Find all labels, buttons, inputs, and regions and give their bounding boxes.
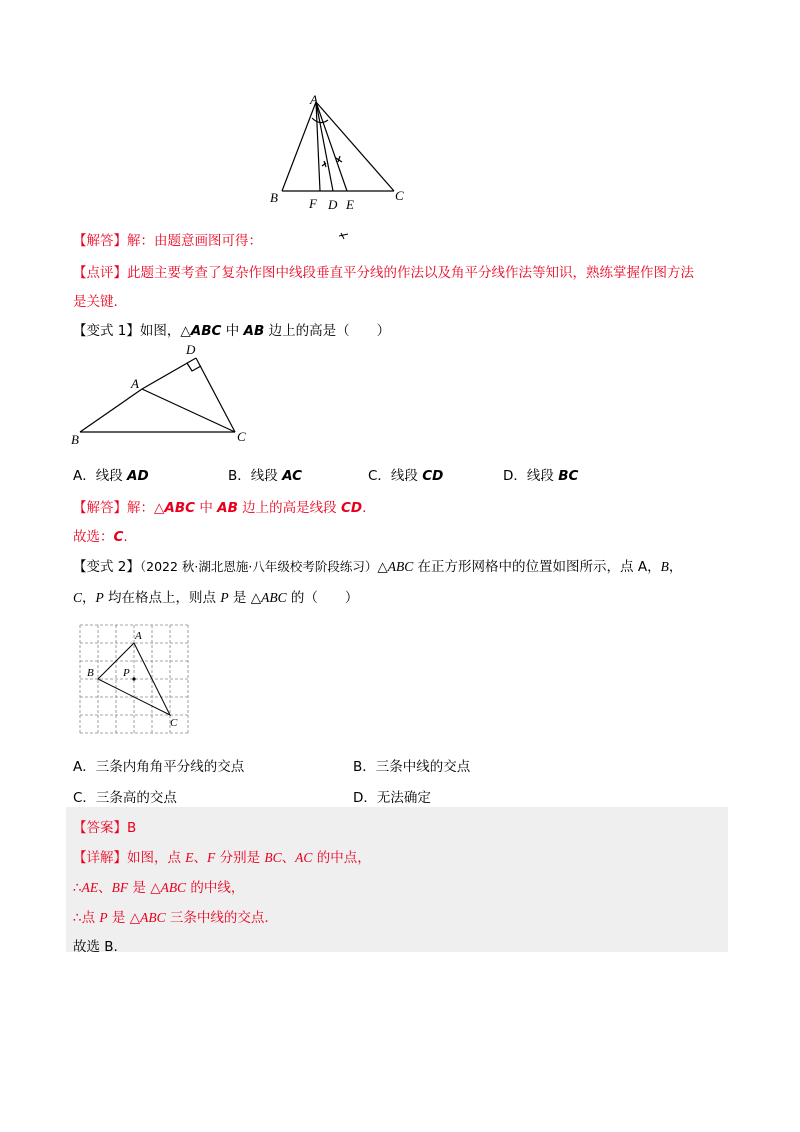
comment-text-1: 此题主要考查了复杂作图中线段垂直平分线的作法以及角平分线作法等知识，熟练掌握作图方法 [127,265,694,281]
variant-2-detail [73,846,371,866]
variant-1-question [73,319,390,339]
therefore-b: 是 [128,880,151,896]
therefore-2 [73,906,269,926]
therefore-e: E [89,880,99,895]
q-text-a: 如图，△ [139,323,191,339]
comma-1: ， [647,559,661,575]
detail-e: E [185,850,194,865]
option-a-label: A．线段 [73,468,128,484]
option-c-value: CD [422,468,444,484]
q2-text-1: 在正方形网格中的位置如图所示，点 [413,559,638,575]
label-A: A [131,376,139,391]
option-c-label: C．线段 [368,468,423,484]
comma-2: ， [668,559,683,575]
answer-bracket: 【解答】 [73,500,127,516]
detail-a: 如图，点 [127,850,186,866]
extension-AD [142,358,196,389]
q-abc: ABC [190,323,222,339]
therefore-tri: △ABC [150,880,187,895]
option-d-value: BC [558,468,579,484]
label-P: P [123,667,130,679]
q-text-c: 边上的高是（ ） [264,323,391,339]
label-A: A [135,630,142,642]
option-2c[interactable]: C．三条高的交点 [73,790,177,806]
therefore-symbol-2: ∴点 [73,910,100,926]
answer-b: 中 [195,500,218,516]
therefore-1 [73,876,244,896]
side-BA [80,389,142,432]
detail-f: F [207,850,216,865]
detail-sep: 、 [193,850,208,866]
side-AC [142,389,235,432]
side-DC [196,358,235,432]
therefore-sep: 、 [98,880,112,896]
variant-2-question-line-2 [73,586,358,606]
label-A: A [310,92,318,107]
label-F: F [309,196,317,211]
label-D: D [328,197,338,212]
therefore-symbol-1: ∴ [73,880,82,896]
q2-text-2: 均在格点上，则点 [103,590,221,606]
q2-text-3: 是 [228,590,251,606]
detail-c: 的中点， [312,850,371,866]
q-ab: AB [243,323,265,339]
variant-2-source: （2022 秋·湖北恩施·八年级校考阶段练习） [139,559,378,574]
variant-1-answer [73,496,366,516]
therefore-p: P [99,910,108,925]
detail-sep-2: 、 [281,850,296,866]
option-b-value: AC [282,468,303,484]
variant-2-question-line-1 [73,555,682,575]
option-2d[interactable]: D．无法确定 [353,790,431,806]
tri-abc-1: △ABC [377,559,414,574]
label-C: C [395,188,404,203]
figure-3-grid-triangle [75,620,193,738]
answer-a: 解：△ [127,500,165,516]
option-a-value: AD [127,468,149,484]
option-2b[interactable]: B．三条中线的交点 [353,759,471,775]
choice-b: C [113,529,124,545]
q-text-b: 中 [221,323,244,339]
comma-3: ， [82,590,96,606]
point-c: C [73,590,83,605]
point-p-2: P [220,590,229,605]
comment-1-line-2: 是关键. [73,294,118,310]
detail-ac: AC [295,850,313,865]
arc-mark-1 [322,161,326,167]
option-b-label: B．线段 [228,468,283,484]
label-C: C [170,717,178,729]
figure-2-triangle [66,340,262,448]
therefore2-b: 是 [107,910,130,926]
therefore-a: A [81,880,90,895]
option-2a[interactable]: A．三条内角角平分线的交点 [73,759,245,775]
detail-bc: BC [264,850,282,865]
side-AB [282,102,316,191]
point-p: P [95,590,104,605]
answer-c: 边上的高是线段 [237,500,341,516]
label-E: E [346,197,354,212]
label-B: B [270,190,278,205]
point-a: A [637,559,648,575]
option-c[interactable] [368,464,443,484]
option-b[interactable] [228,464,302,484]
comment-bracket: 【点评】 [73,265,127,281]
answer-cd: CD [340,500,363,516]
solution-1 [73,229,262,249]
small-arc-mark-icon [338,231,350,241]
option-a[interactable] [73,464,149,484]
answer-d: . [362,500,367,516]
tri-abc-2: △ABC [250,590,287,605]
label-D: D [186,342,196,357]
answer-ab: AB [217,500,238,516]
therefore-bf: BF [111,880,129,895]
solution-text: 解：由题意画图可得： [127,233,262,249]
comment-1-line-1 [73,261,694,281]
line-AE [316,102,347,191]
answer-abc: ABC [164,500,196,516]
detail-bracket: 【详解】 [73,850,127,866]
option-d-label: D．线段 [503,468,559,484]
therefore-c: 的中线， [186,880,245,896]
side-AC [316,102,394,191]
final-choice: 故选 B. [73,939,118,955]
variant-2-answer: 【答案】B [73,820,137,836]
solution-bracket: 【解答】 [73,233,127,249]
choice-c: . [123,529,128,545]
choice-a: 故选： [73,529,114,545]
label-B: B [87,667,94,679]
therefore2-tri: △ABC [129,910,166,925]
label-B: B [71,432,79,447]
detail-b: 分别是 [215,850,265,866]
variant-2-bracket: 【变式 2】 [73,559,140,575]
point-p-dot [132,677,135,680]
variant-1-bracket: 【变式 1】 [73,323,140,339]
therefore2-c: 三条中线的交点. [165,910,269,926]
q2-text-4: 的（ ） [286,590,359,606]
point-b: B [660,559,669,574]
option-d[interactable] [503,464,578,484]
variant-1-choice [73,525,128,545]
figure-1-triangle [262,92,418,212]
label-C: C [237,429,246,444]
